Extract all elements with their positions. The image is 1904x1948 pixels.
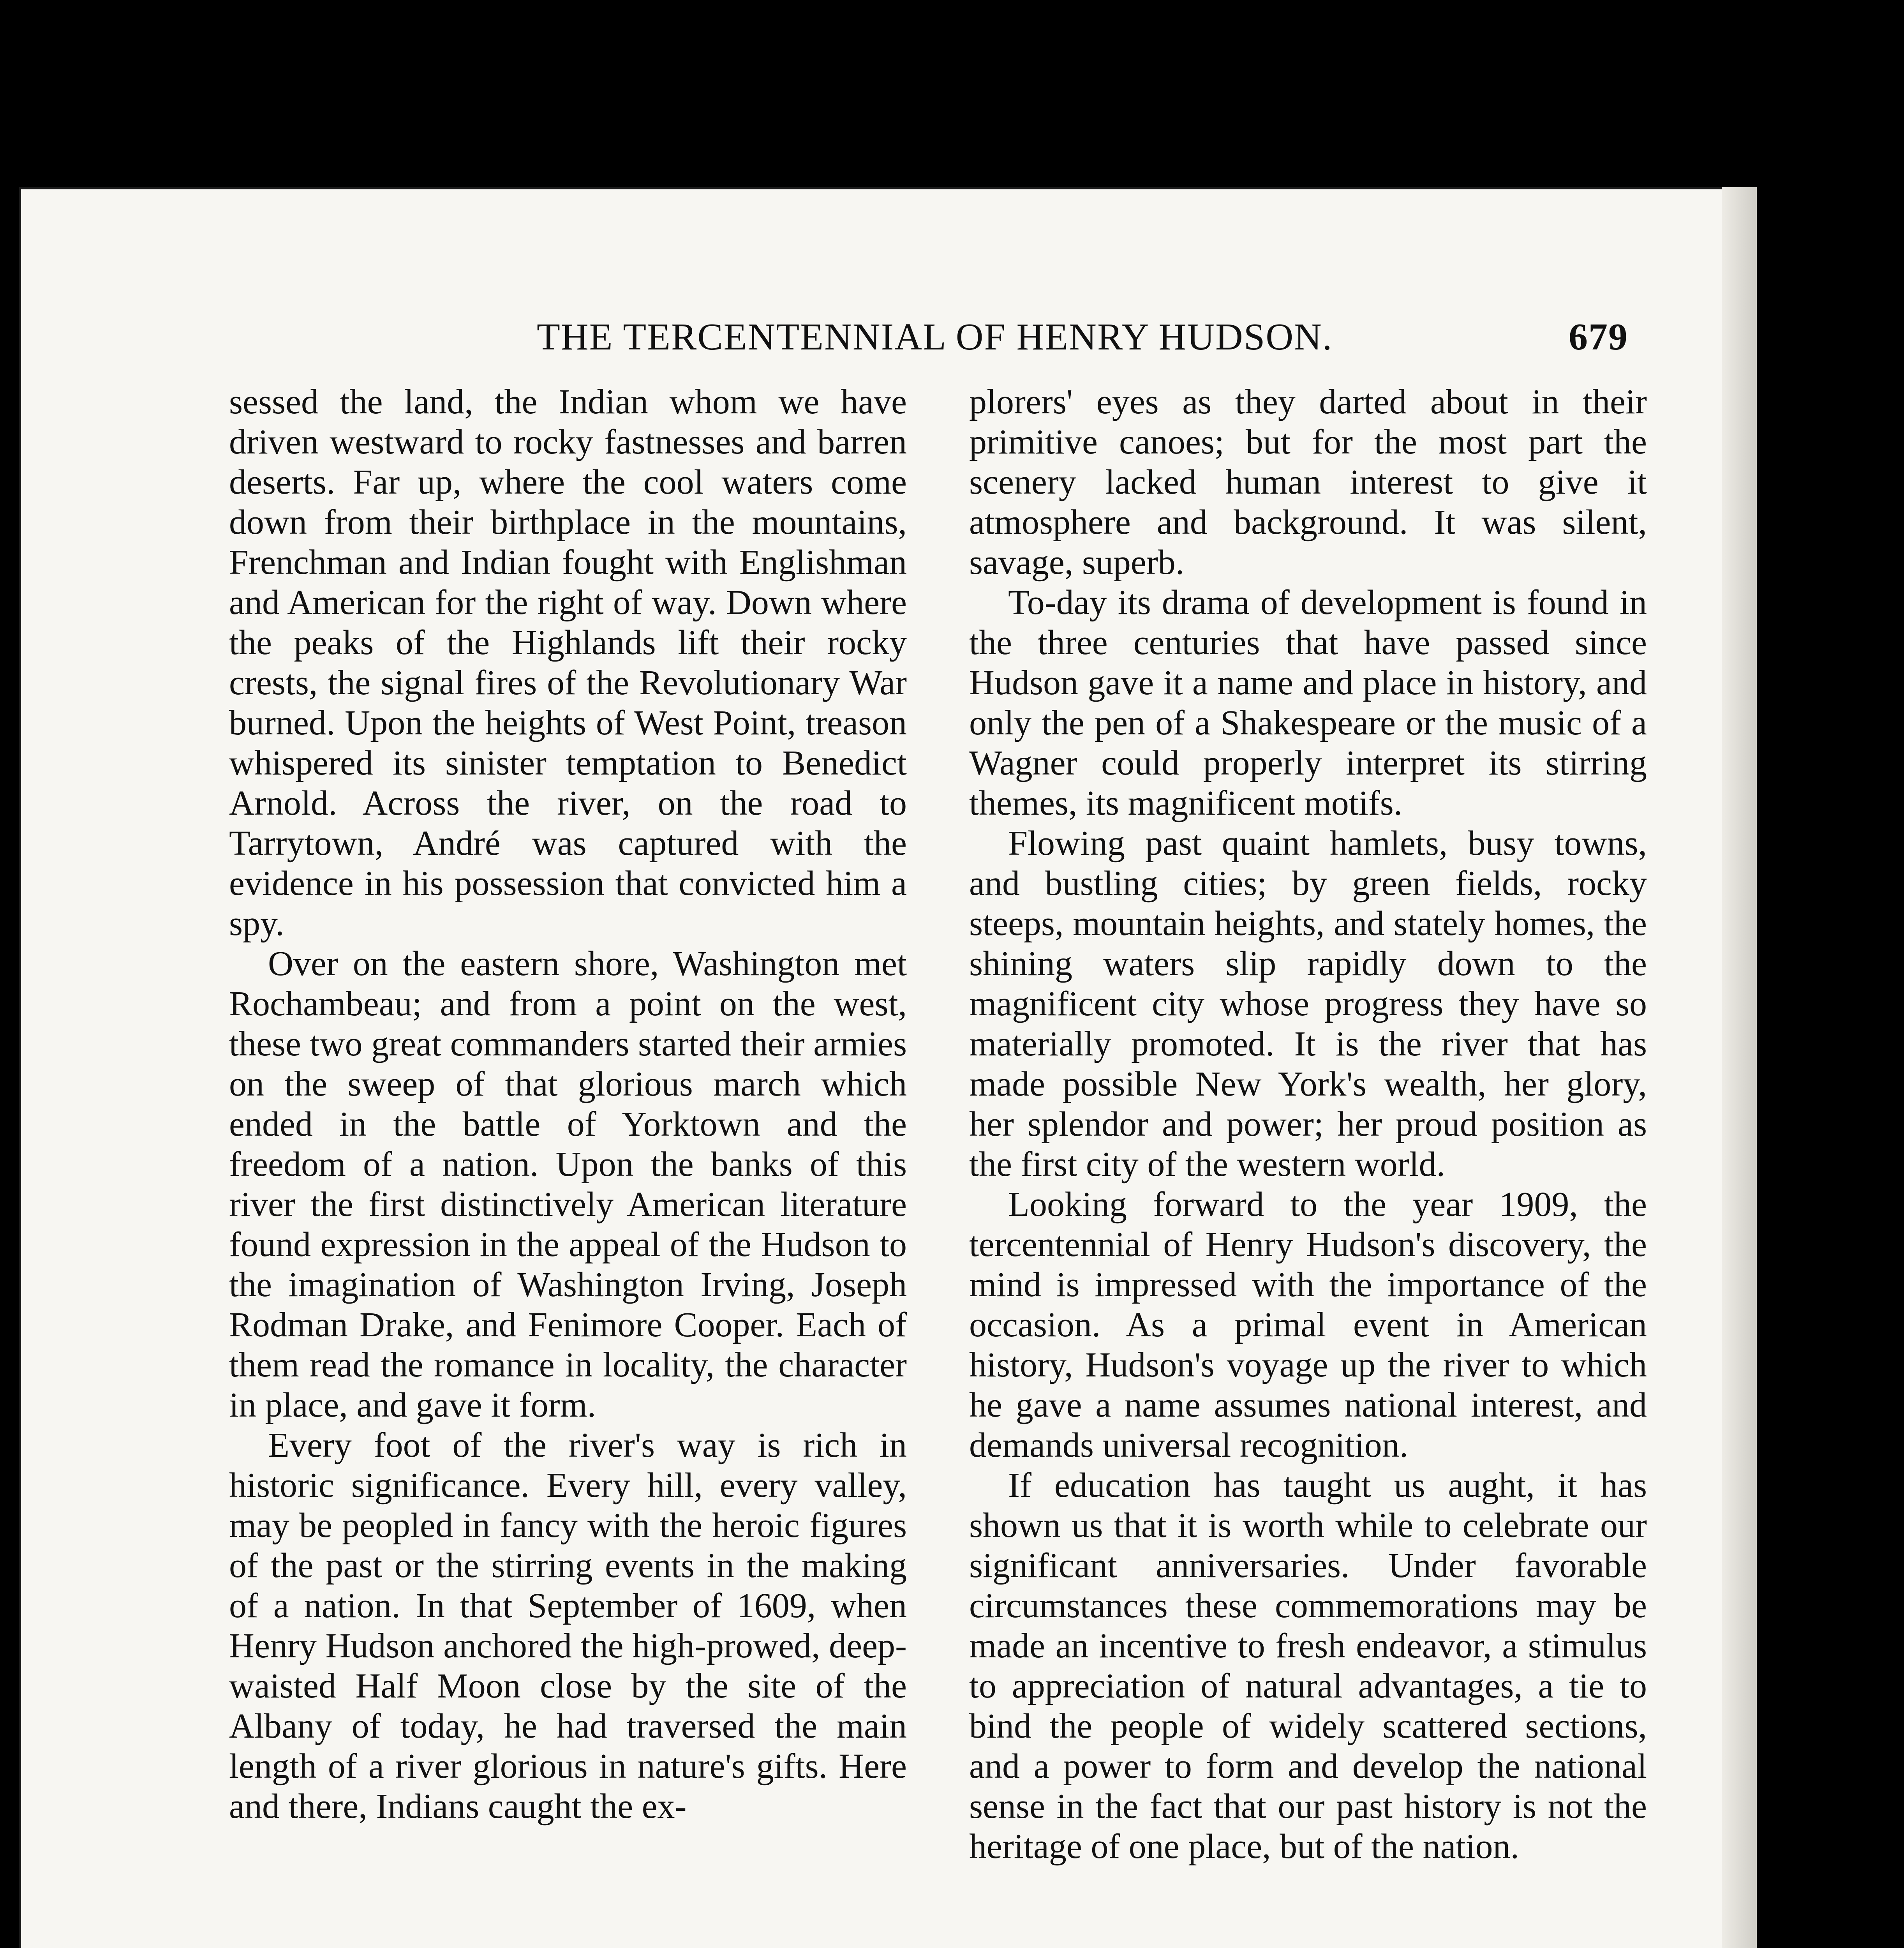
magazine-page [19, 187, 1757, 1948]
paragraph: Every foot of the river's way is rich in historic significance. Every hill, every valley, may be peopled in fancy with the heroic figures of the past or the stirring events in the making of a nation. In that September of 1609, when Henry Hudson anchored the high-prowed, deep-waisted Half Moon close by the site of the Albany of today, he had traversed the main length of a river glorious in nature's gifts. Here and there, Indians caught the ex- [229, 1426, 907, 1826]
paragraph: Over on the eastern shore, Washington met Rochambeau; and from a point on the west, these two great commanders started their armies on the sweep of that glorious march which ended in the battle of Yorktown and the freedom of a nation. Upon the banks of this river the first distinctively American literature found expression in the appeal of the Hudson to the imagination of Washington Irving, Joseph Rodman Drake, and Fenimore Cooper. Each of them read the romance in locality, the character in place, and gave it form. [229, 944, 907, 1424]
column-left [229, 382, 907, 1948]
paragraph: Looking forward to the year 1909, the tercentennial of Henry Hudson's discovery, the mind is impressed with the importance of the occasion. As a primal event in American history, Hudson's voyage up the river to which he gave a name assumes national interest, and demands universal recognition. [969, 1185, 1647, 1465]
text-columns [229, 382, 1647, 1948]
paragraph: sessed the land, the Indian whom we have driven westward to rocky fastnesses and barren deserts. Far up, where the cool waters come down from their birthplace in the mountains, Frenchman and Indian fought with Englishman and American for the right of way. Down where the peaks of the Highlands lift their rocky crests, the signal fires of the Revolutionary War burned. Upon the heights of West Point, treason whispered its sinister temptation to Benedict Arnold. Across the river, on the road to Tarrytown, André was captured with the evidence in his possession that convicted him a spy. [229, 383, 907, 943]
paragraph: To-day its drama of development is found in the three centuries that have passed since Hudson gave it a name and place in history, and only the pen of a Shakespeare or the music of a Wagner could properly interpret its stirring themes, its magnificent motifs. [969, 583, 1647, 822]
running-title: THE TERCENTENNIAL OF HENRY HUDSON. [537, 316, 1333, 358]
paragraph: Flowing past quaint hamlets, busy towns, and bustling cities; by green fields, rocky steeps, mountain heights, and stately homes, the shining waters slip rapidly down to the magnificent city whose progress they have so materially promoted. It is the river that has made possible New York's wealth, her glory, her splendor and power; her proud position as the first city of the western world. [969, 824, 1647, 1184]
column-right [969, 382, 1647, 1948]
paragraph: If education has taught us aught, it has shown us that it is worth while to celebrate our significant anniversaries. Under favorable circumstances these commemorations may be made an incentive to fresh endeavor, a stimulus to appreciation of natural advantages, a tie to bind the people of widely scattered sections, and a power to form and develop the national sense in the fact that our past history is not the heritage of one place, but of the nation. [969, 1466, 1647, 1866]
page-number: 679 [1569, 316, 1628, 358]
running-header [537, 308, 1628, 366]
paragraph: plorers' eyes as they darted about in their primitive canoes; but for the most part the scenery lacked human interest to give it atmosphere and background. It was silent, savage, superb. [969, 383, 1647, 582]
page-edge-shadow [1722, 187, 1757, 1948]
